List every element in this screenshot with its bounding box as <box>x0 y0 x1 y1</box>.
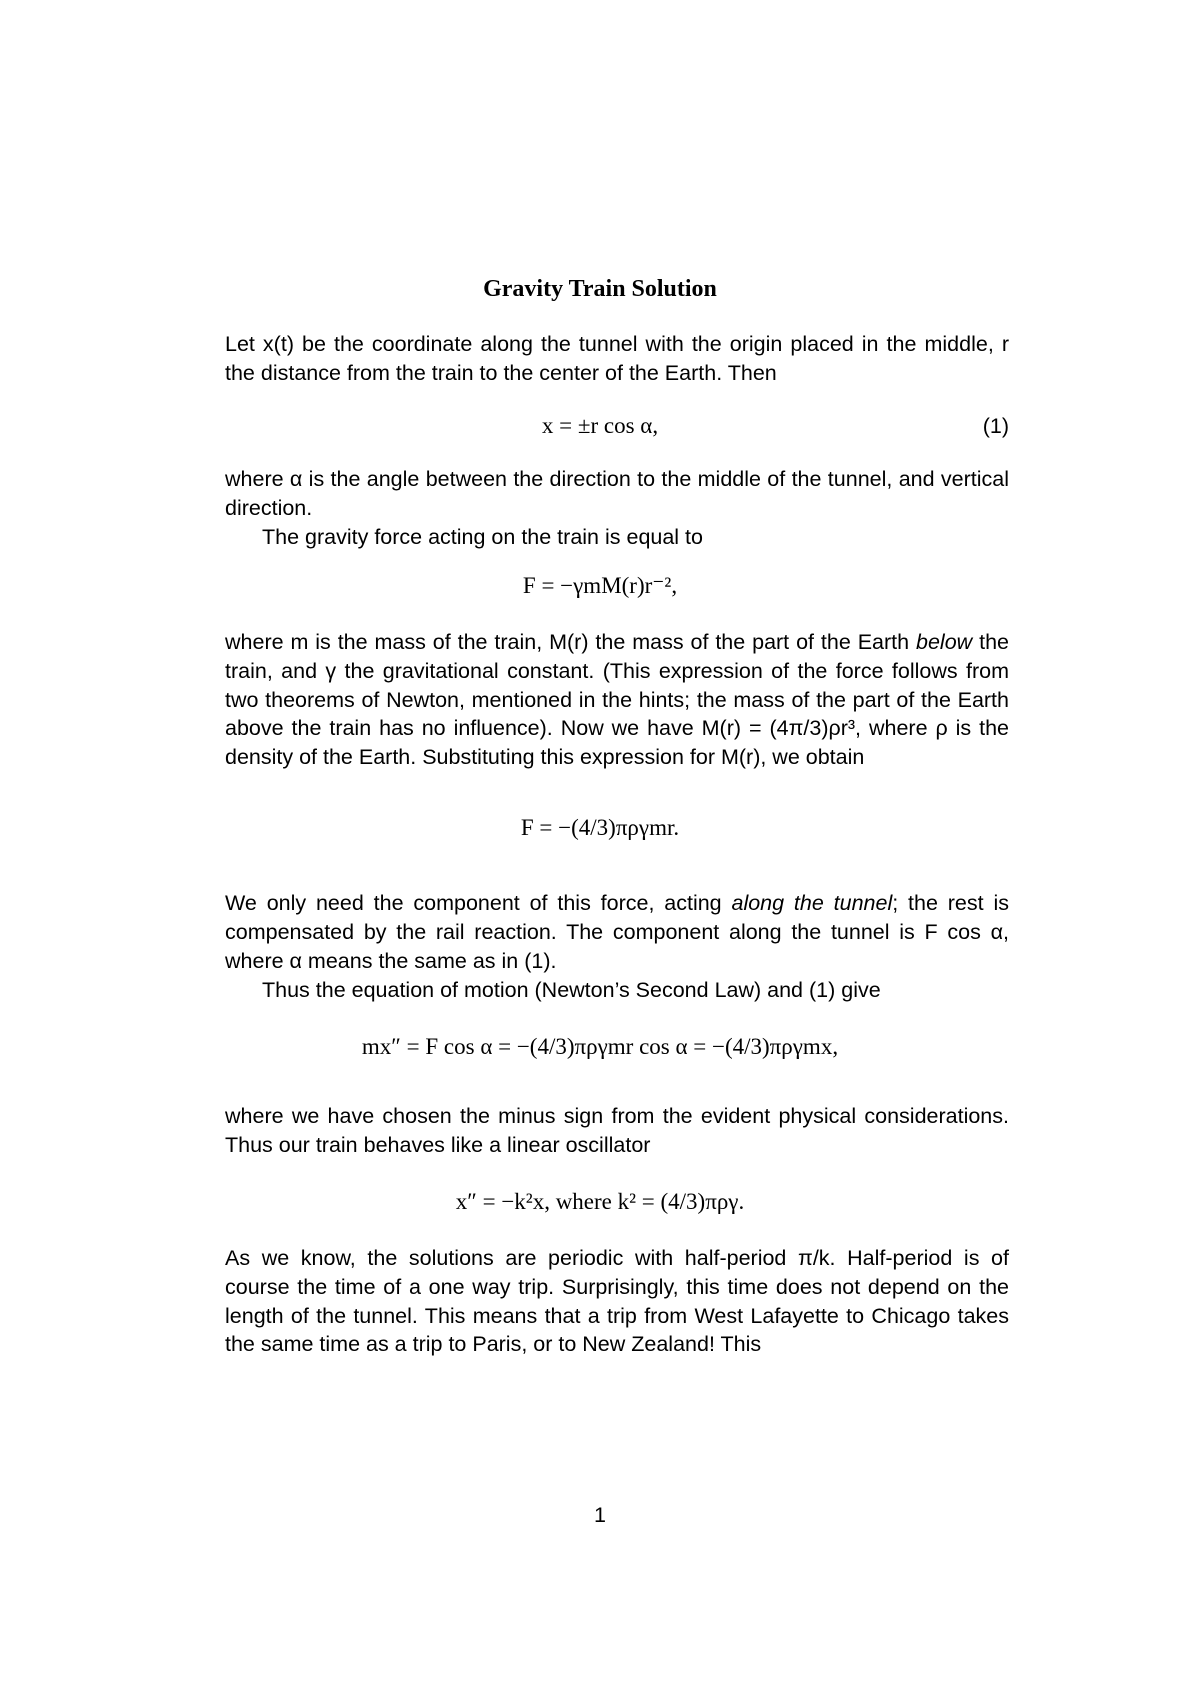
paragraph-equation-of-motion: Thus the equation of motion (Newton’s Second Law) and (1) give <box>262 978 881 1002</box>
paragraph-mass-part-a: where m is the mass of the train, M(r) the mass of the part of the Earth <box>225 630 910 654</box>
emphasis-along-tunnel: along the tunnel <box>731 891 893 915</box>
emphasis-below: below <box>916 630 973 654</box>
equation-2: F = −γmM(r)r⁻², <box>522 573 678 598</box>
page-title: Gravity Train Solution <box>483 276 717 302</box>
paragraph-component-part-b: ; the rest is compensated by the rail reaction. The component along the tunnel is F cos α, where α means the same as in (1). <box>225 891 1009 973</box>
paragraph-intro: Let x(t) be the coordinate along the tunnel with the origin placed in the middle, r the distance from the train to the center of the Earth. Then <box>225 332 1009 385</box>
equation-1: x = ±r cos α, <box>541 413 659 438</box>
paragraph-component-part-a: We only need the component of this force, acting <box>225 891 722 915</box>
paragraph-half-period: As we know, the solutions are periodic with half-period π/k. Half-period is of course the time of a one way trip. Surprisingly, this time does not depend on the length of the tunnel. This means that a trip from West Lafayette to Chicago takes the same time as a trip to Paris, or to New Zealand! This <box>225 1246 1009 1357</box>
paragraph-mass <box>225 628 1009 772</box>
paragraph-gravity-force: The gravity force acting on the train is equal to <box>262 525 703 549</box>
equation-1-number: (1) <box>982 414 1009 438</box>
equation-4: mx″ = F cos α = −(4/3)πργmr cos α = −(4/3)πργmx, <box>361 1034 839 1059</box>
paragraph-mass-part-b: the train, and γ the gravitational constant. (This expression of the force follows from two theorems of Newton, mentioned in the hints; the mass of the part of the Earth above the train has no influence). Now we have M(r) = (4π/3)ρr³, where ρ is the density of the Earth. Substituting this expression for M(r), we obtain <box>225 630 1010 770</box>
paragraph-oscillator: where we have chosen the minus sign from the evident physical considerations. Thus our train behaves like a linear oscillator <box>225 1104 1009 1157</box>
paragraph-alpha: where α is the angle between the direction to the middle of the tunnel, and vertical direction. <box>225 467 1009 520</box>
equation-5: x″ = −k²x, where k² = (4/3)πργ. <box>455 1189 745 1214</box>
page-number: 1 <box>594 1503 606 1527</box>
paragraph-component <box>225 889 1009 975</box>
equation-3: F = −(4/3)πργmr. <box>520 815 680 840</box>
